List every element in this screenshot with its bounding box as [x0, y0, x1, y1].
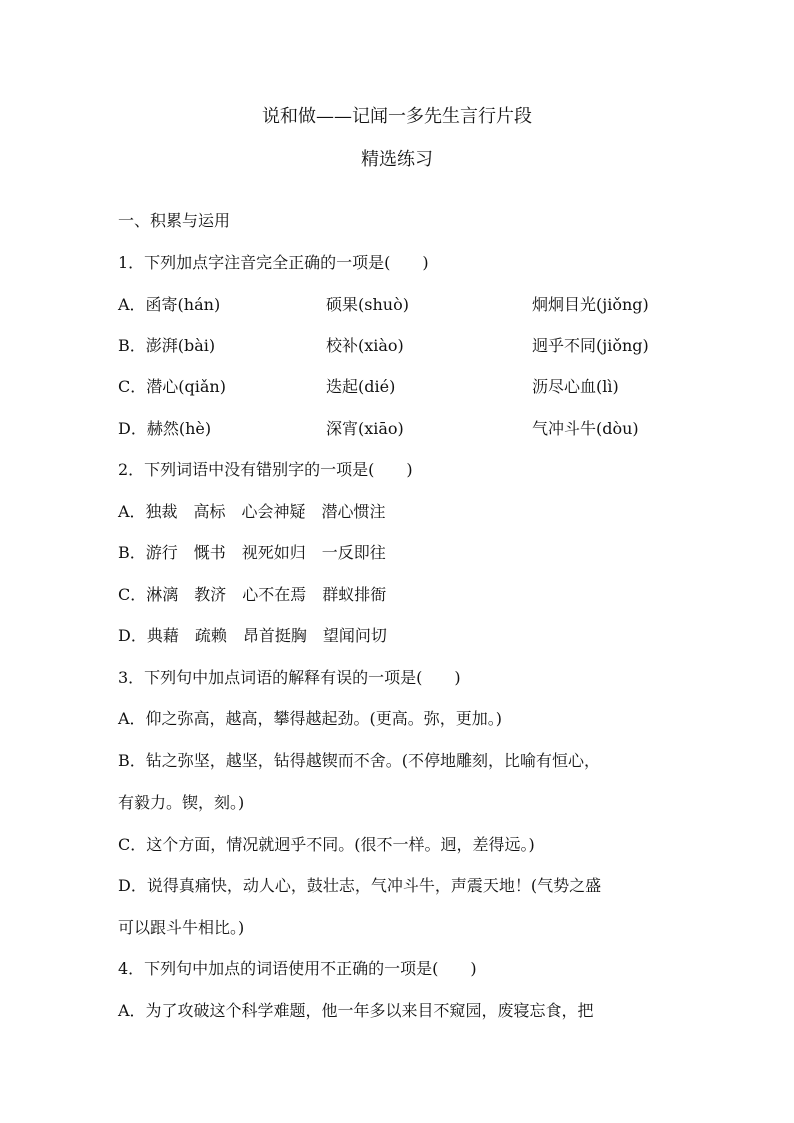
question-3-stem: 3．下列句中加点词语的解释有误的一项是( ) — [118, 668, 461, 687]
question-3-option-b-line-1: B．钻之弥坚，越坚，钻得越锲而不舍。(不停地雕刻，比喻有恒心， — [118, 751, 601, 770]
section-heading: 一、积累与运用 — [118, 211, 231, 230]
question-1-option-c — [118, 376, 678, 398]
question-2-option-d: D．典藉 疏赖 昂首挺胸 望闻问切 — [118, 626, 387, 645]
question-2-stem: 2．下列词语中没有错别字的一项是( ) — [118, 460, 413, 479]
option-cell: C．潜心(qiǎn) — [118, 377, 226, 396]
question-1-option-a — [118, 294, 678, 316]
question-1-option-d — [118, 418, 678, 440]
question-2-option-a: A．独裁 高标 心会神疑 潜心惯注 — [118, 502, 386, 521]
question-3-option-c: C．这个方面，情况就迥乎不同。(很不一样。迥，差得远。) — [118, 835, 535, 854]
option-cell: 校补(xiào) — [326, 336, 404, 355]
option-cell: 迥乎不同(jiǒng) — [532, 336, 649, 355]
option-cell: 炯炯目光(jiǒng) — [532, 295, 649, 314]
question-2-option-b: B．游行 慨书 视死如归 一反即往 — [118, 543, 386, 562]
option-cell: 深宵(xiāo) — [326, 419, 404, 438]
option-cell: A．函寄(hán) — [118, 295, 221, 314]
option-cell: 沥尽心血(lì) — [532, 377, 619, 396]
option-cell: 硕果(shuò) — [326, 295, 409, 314]
question-1-option-b — [118, 335, 678, 357]
option-cell: B．澎湃(bài) — [118, 336, 216, 355]
option-cell: D．赫然(hè) — [118, 419, 212, 438]
question-4-stem: 4．下列句中加点的词语使用不正确的一项是( ) — [118, 959, 477, 978]
question-3-option-b-line-2: 有毅力。锲，刻。) — [118, 793, 245, 812]
question-4-option-a-line-1: A．为了攻破这个科学难题，他一年多以来目不窥园，废寝忘食，把 — [118, 1001, 594, 1020]
doc-title: 说和做——记闻一多先生言行片段 — [262, 106, 532, 127]
doc-subtitle: 精选练习 — [361, 149, 433, 170]
question-3-option-d-line-1: D．说得真痛快，动人心，鼓壮志，气冲斗牛，声震天地！(气势之盛 — [118, 876, 602, 895]
question-2-option-c: C．淋漓 教济 心不在焉 群蚁排衙 — [118, 585, 387, 604]
question-3-option-d-line-2: 可以跟斗牛相比。) — [118, 918, 245, 937]
question-1-stem: 1．下列加点字注音完全正确的一项是( ) — [118, 253, 429, 272]
option-cell: 迭起(dié) — [326, 377, 396, 396]
question-3-option-a: A．仰之弥高，越高，攀得越起劲。(更高。弥，更加。) — [118, 709, 503, 728]
option-cell: 气冲斗牛(dòu) — [532, 419, 639, 438]
